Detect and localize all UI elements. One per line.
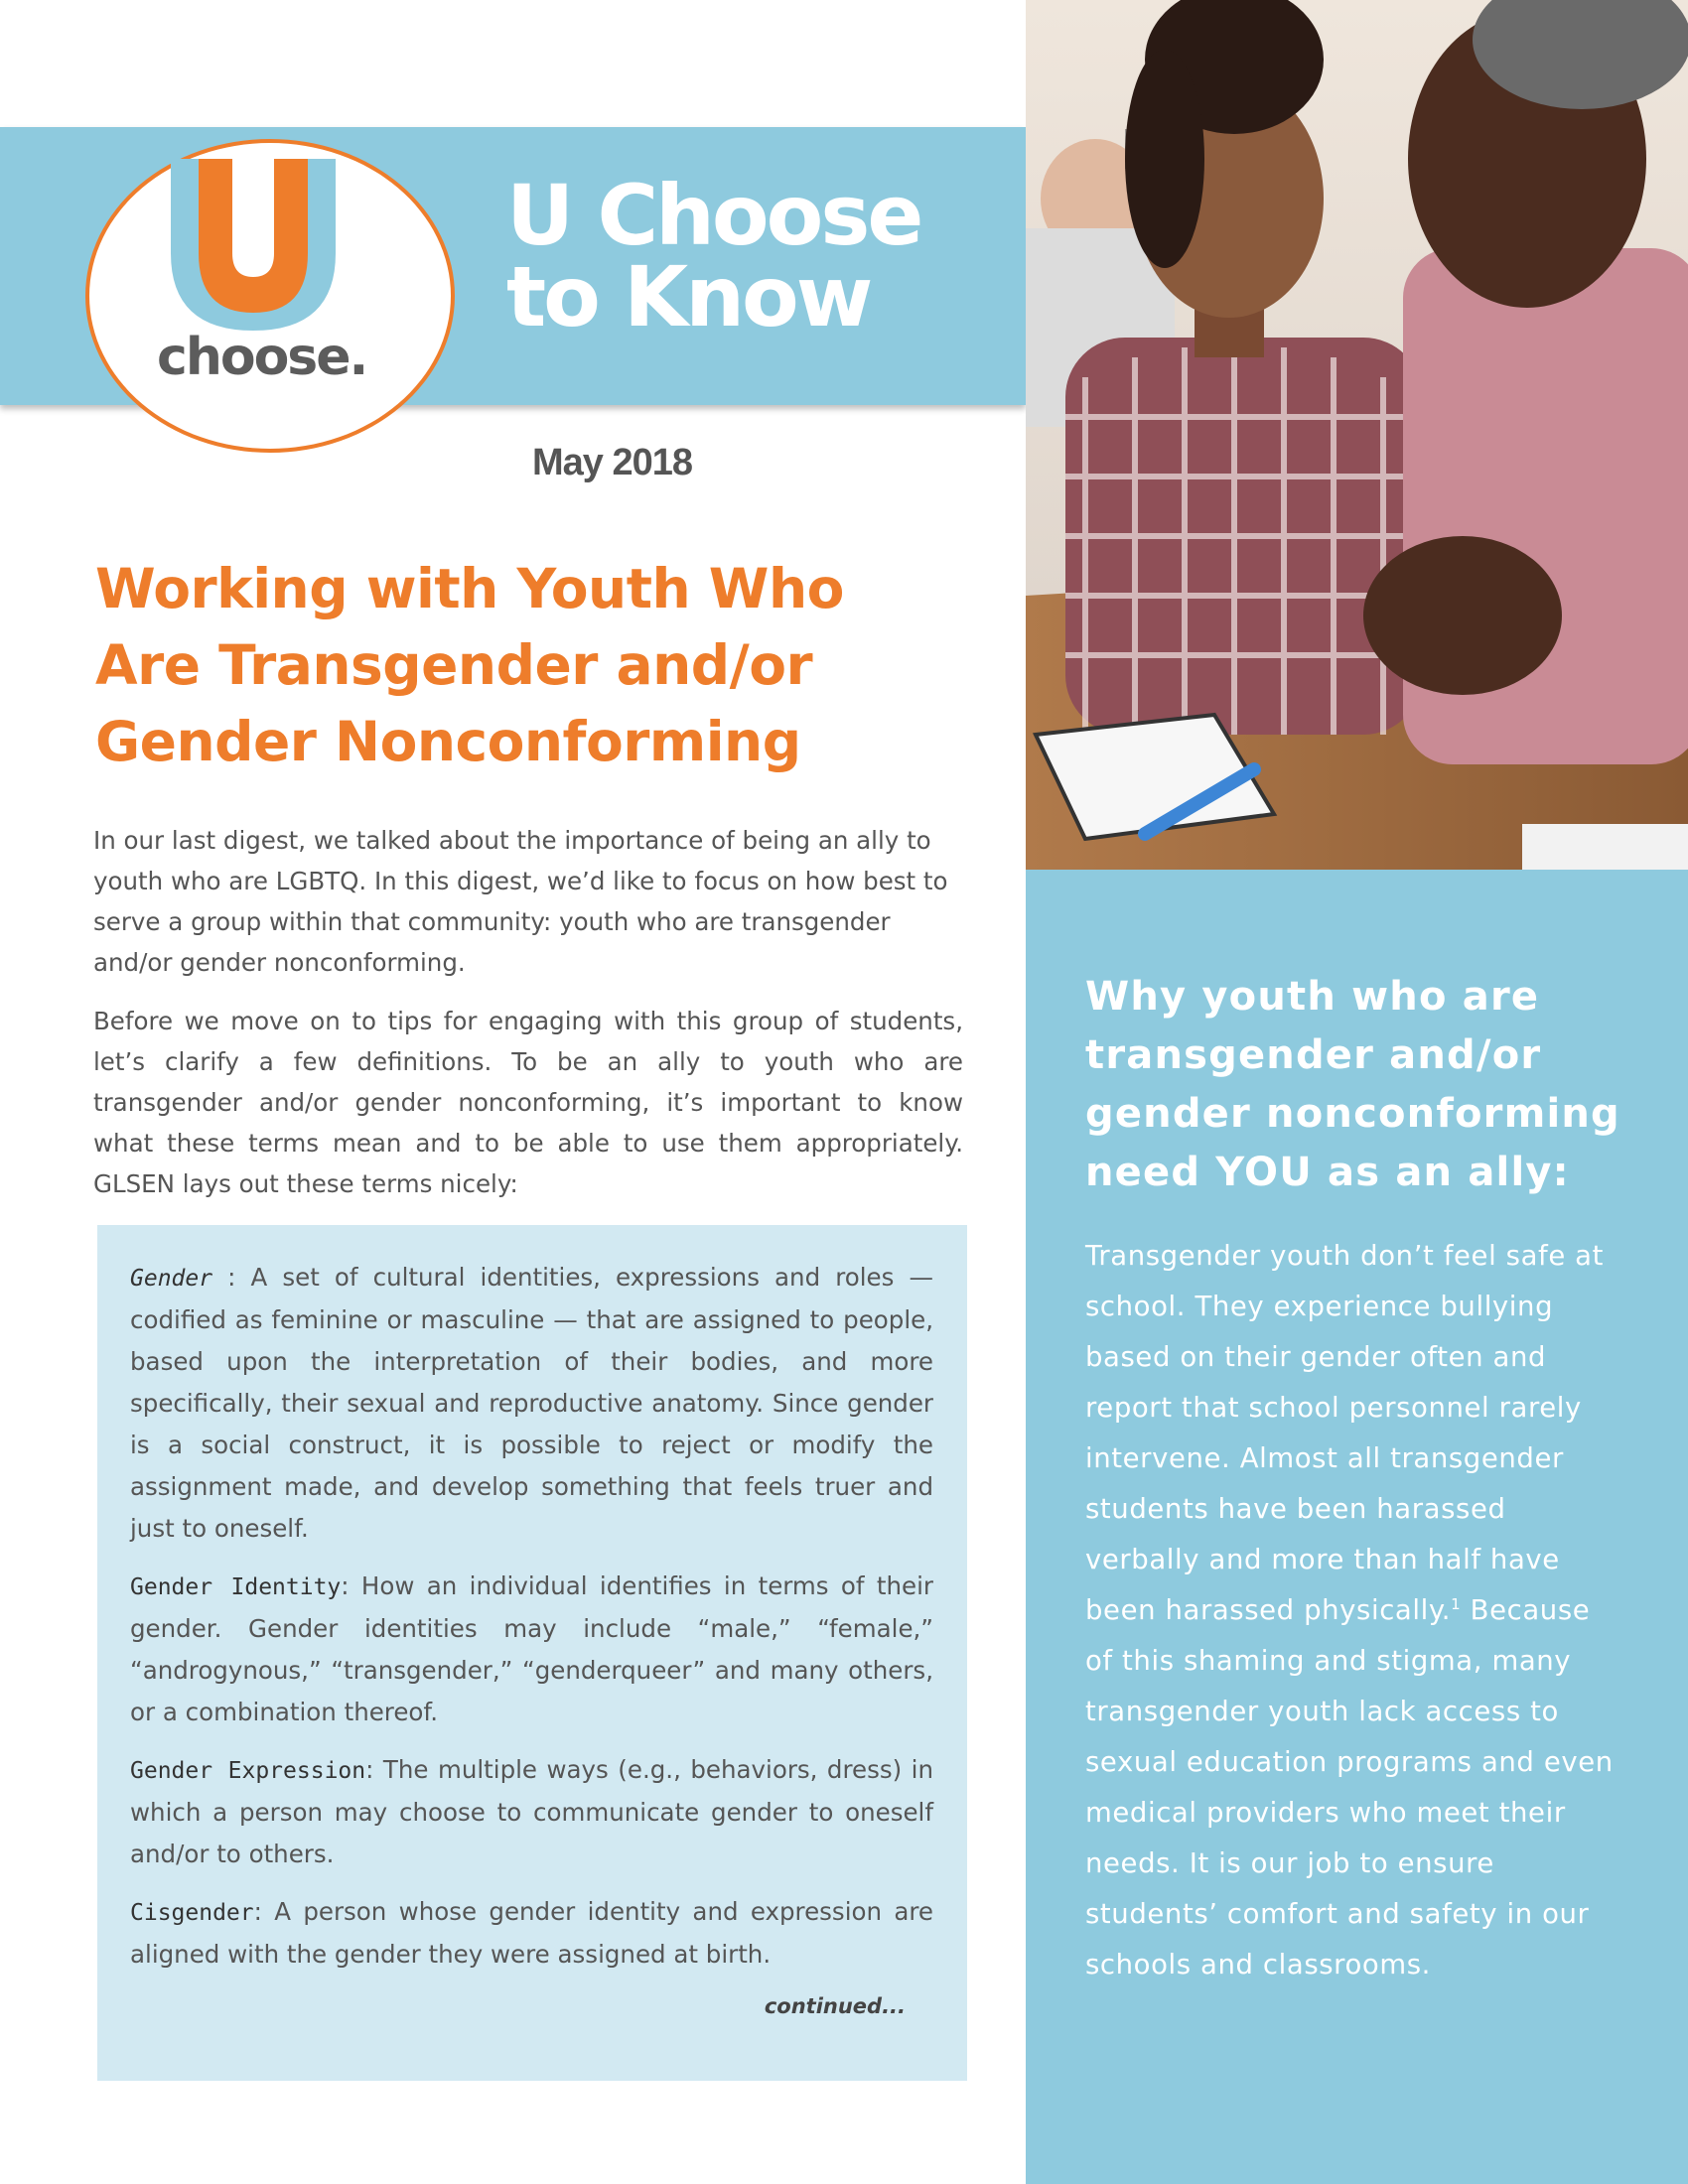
headline-line2: Are Transgender and/or: [95, 633, 813, 697]
banner-title-line2: to Know: [506, 248, 871, 345]
definition-term: Gender: [130, 1266, 213, 1292]
sidebar-heading: Why youth who are transgender and/or gender nonconforming need YOU as an ally:: [1085, 974, 1620, 1195]
definition-separator: :: [212, 1263, 251, 1292]
definition-text: A set of cultural identities, expressions and roles — codified as feminine or masculine — that are assigned to people, based upon the interpretation of their bodies, and more specifically, their sexual and reproductive anatomy. Since gender is a social construct, it is possible to reject or modify the assignment made, and develop something that feels truer and just to oneself.: [130, 1263, 933, 1543]
definition-separator: :: [341, 1571, 361, 1600]
definition-separator: :: [365, 1755, 383, 1784]
issue-date: May 2018: [532, 442, 693, 483]
definition-term: Cisgender: [130, 1900, 254, 1926]
banner-title: [506, 167, 921, 345]
intro-paragraph-2: Before we move on to tips for engaging with this group of students, let’s clarify a few definitions. To be an ally to youth who are transgender and/or gender nonconforming, it’s important to know what these terms mean and to be able to use them appropriately. GLSEN lays out these terms nicely:: [93, 1007, 963, 1198]
definition-text: The multiple ways (e.g., behaviors, dress) in which a person may choose to communicate gender to oneself and/or to others.: [130, 1755, 934, 1868]
definition-term: Gender Identity: [130, 1574, 342, 1600]
headline-line3: Gender Nonconforming: [95, 710, 801, 773]
definition-term: Gender Expression: [130, 1758, 366, 1784]
logo-letter: U: [252, 213, 254, 214]
definition-text: How an individual identifies in terms of their gender. Gender identities may include “male,” “female,” “androgynous,” “transgender,” “genderqueer” and many others, or a combination thereof.: [130, 1571, 933, 1726]
definition-separator: :: [253, 1897, 275, 1926]
intro-text: [93, 820, 963, 1222]
banner-title-line1: U Choose: [506, 167, 921, 264]
classroom-photo: [1026, 0, 1688, 870]
definition-item: [130, 1891, 933, 1976]
logo-wordmark: choose.: [157, 328, 367, 387]
headline-line1: Working with Youth Who: [95, 557, 844, 620]
definition-item: [130, 1749, 933, 1875]
sidebar-body-part1: Transgender youth don’t feel safe at school. They experience bullying based on their gender often and report that school personnel rarely intervene. Almost all transgender students have been harassed verbally and more than half have been harassed physically.: [1085, 1240, 1605, 1626]
sidebar-body-part2: Because of this shaming and stigma, many transgender youth lack access to sexual education programs and even medical providers who meet their needs. It is our job to ensure students’ comfort and safety in our schools and classrooms.: [1085, 1594, 1614, 1980]
footnote-marker: 1: [1451, 1594, 1462, 1613]
u-logo-icon: [159, 154, 348, 333]
definition-text: A person whose gender identity and expression are aligned with the gender they were assigned at birth.: [130, 1897, 933, 1969]
page-headline: [95, 551, 969, 780]
definition-item: [130, 1257, 933, 1550]
continued-label: continued...: [764, 1994, 906, 2018]
definition-item: [130, 1566, 933, 1733]
definitions-box: [97, 1225, 967, 2081]
intro-paragraph-1: In our last digest, we talked about the importance of being an ally to youth who are LGBTQ. In this digest, we’d like to focus on how best to serve a group within that community: youth who are transgender and/or gender nonconforming.: [93, 826, 948, 977]
sidebar-body: [1085, 1231, 1621, 1990]
